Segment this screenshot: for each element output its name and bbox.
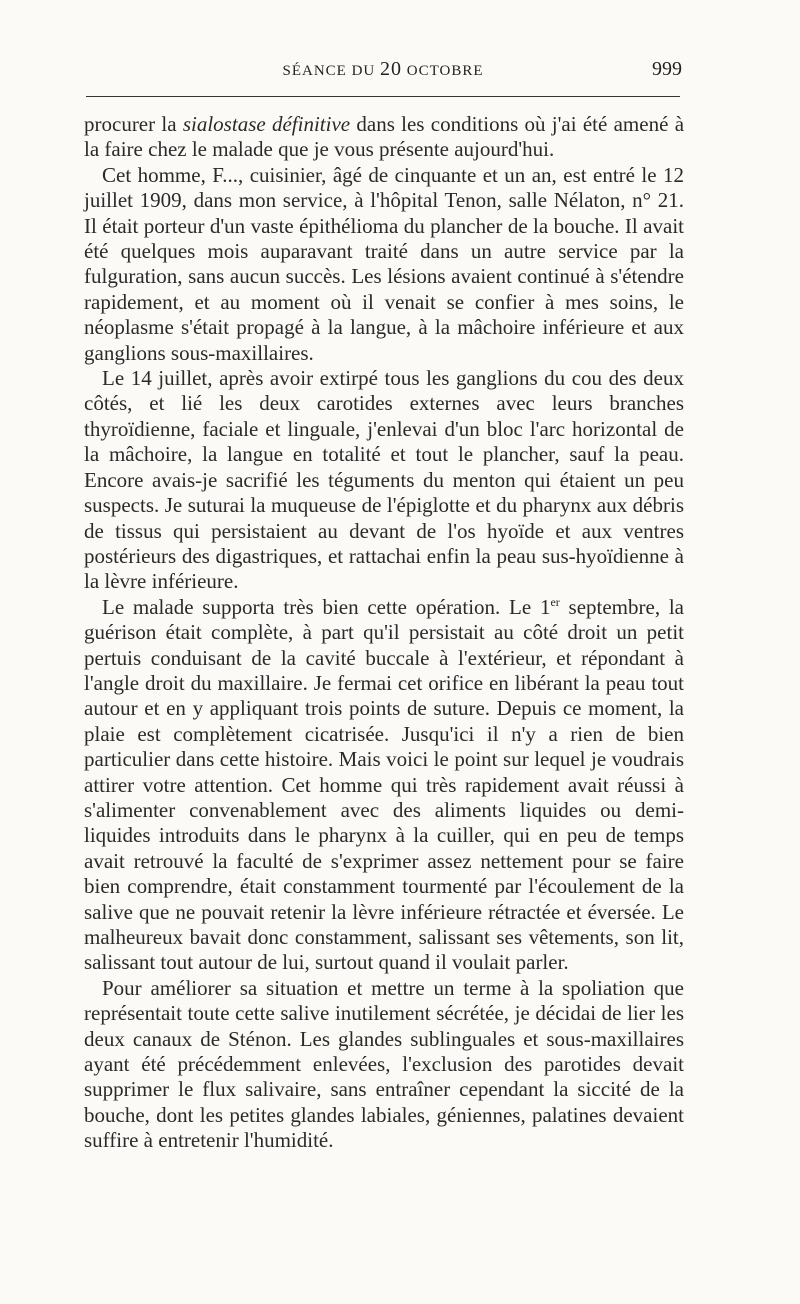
page-number: 999 [652, 58, 682, 80]
running-title-part2: OCTOBRE [402, 63, 484, 79]
paragraph-4-start: Le malade supporta très bien cette opération. Le 1 [102, 594, 551, 619]
paragraph-4-end: septembre, la guérison était complète, à part qu'il persistait au côté droit un petit pertuis conduisant de la cavité buccale à l'extérieur, et répondant à l'angle droit du maxillaire. Je fermai cet orifice en libérant la peau tout autour et en y appliquant trois points de suture. Depuis ce moment, la plaie est complètement cicatrisée. Jusqu'ici il n'y a rien de bien particulier dans cette histoire. Mais voici le point sur lequel je voudrais attirer votre attention. Cet homme qui très rapidement avait réussi à s'alimenter convenablement avec des aliments liquides ou demi-liquides introduits dans le pharynx à la cuiller, qui en peu de temps avait retrouvé la faculté de s'exprimer assez nettement pour se faire bien comprendre, était constamment tourmenté par l'écoulement de la salive que ne pouvait retenir la lèvre inférieure rétractée et éversée. Le malheureux bavait donc constamment, salissant ses vêtements, son lit, salissant tout autour de lui, surtout quand il voulait parler. [84, 594, 684, 975]
running-title-part1: SÉANCE DU [282, 63, 381, 79]
paragraph-1-end: dans les conditions où j'ai été amené à la faire chez le malade que je vous présente aujourd'hui. [84, 112, 685, 162]
page-header [84, 58, 682, 88]
running-title-day: 20 [380, 58, 403, 80]
paragraph-2: Cet homme, F..., cuisinier, âgé de cinquante et un an, est entré le 12 juillet 1909, dans mon service, à l'hôpital Tenon, salle Nélaton, n° 21. Il était porteur d'un vaste épithélioma du plancher de la bouche. Il avait été quelques mois auparavant traité dans un autre service par la fulguration, sans aucun succès. Les lésions avaient continué à s'étendre rapidement, et au moment où il venait se confier à mes soins, le néoplasme s'était propagé à la langue, à la mâchoire inférieure et aux ganglions sous-maxillaires. [84, 162, 684, 365]
paragraph-4 [84, 595, 684, 976]
italic-term: sialostase définitive [182, 112, 351, 136]
body-text [84, 112, 684, 1154]
paragraph-1 [84, 112, 684, 163]
paragraph-5: Pour améliorer sa situation et mettre un terme à la spoliation que représentait toute cette salive inutilement sécrétée, je décidai de lier les deux canaux de Sténon. Les glandes sublinguales et sous-maxillaires ayant été précédemment enlevées, l'exclusion des parotides devait supprimer le flux salivaire, sans entraîner cependant la siccité de la bouche, dont les petites glandes labiales, géniennes, palatines devaient suffire à entretenir l'humidité. [84, 975, 684, 1153]
paragraph-1-start: procurer la [84, 112, 183, 136]
header-rule [86, 96, 680, 97]
paragraph-3: Le 14 juillet, après avoir extirpé tous les ganglions du cou des deux côtés, et lié les deux carotides externes avec leurs branches thyroïdienne, faciale et linguale, j'enlevai d'un bloc l'arc horizontal de la mâchoire, la langue en totalité et tout le plancher, sauf la peau. Encore avais-je sacrifié les téguments du menton qui étaient un peu suspects. Je suturai la muqueuse de l'épiglotte et du pharynx aux débris de tissus qui persistaient au devant de l'os hyoïde et aux ventres postérieurs des digastriques, et rattachai enfin la peau sus-hyoïdienne à la lèvre inférieure. [84, 366, 684, 594]
ordinal-superscript: er [550, 594, 560, 609]
running-title [84, 58, 682, 81]
